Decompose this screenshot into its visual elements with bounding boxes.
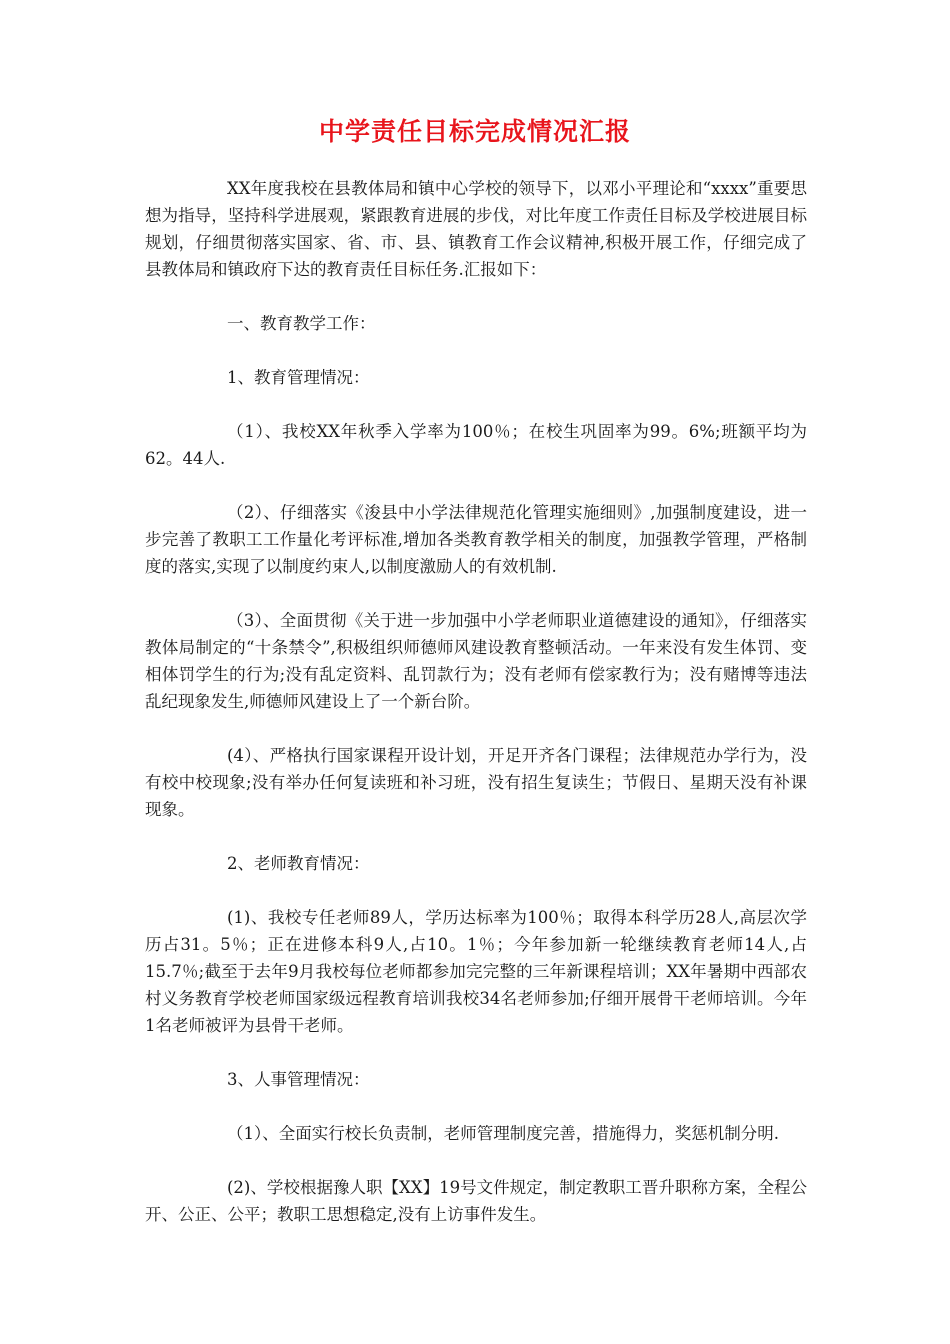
management-item-1: （1）、我校XX年秋季入学率为100％；在校生巩固率为99。6%;班额平均为62。44人.: [145, 422, 807, 468]
personnel-item-1: （1）、全面实行校长负责制，老师管理制度完善，措施得力，奖惩机制分明.: [227, 1124, 779, 1143]
document-body: [145, 175, 807, 1228]
management-item-3: （3）、全面贯彻《关于进一步加强中小学老师职业道德建设的通知》，仔细落实教体局制定的“十条禁令”,积极组织师德师风建设教育整顿活动。一年来没有发生体罚、变相体罚学生的行为;没有乱定资料、乱罚款行为；没有老师有偿家教行为；没有赌博等违法乱纪现象发生,师德师风建设上了一个新台阶。: [145, 611, 807, 711]
teachers-item-1: (1)、我校专任老师89人，学历达标率为100％；取得本科学历28人,高层次学历占31。5％；正在进修本科9人,占10。1％；今年参加新一轮继续教育老师14人,占15.7％;截至于去年9月我校每位老师都参加完完整的三年新课程培训；XX年暑期中西部农村义务教育学校老师国家级远程教育培训我校34名老师参加;仔细开展骨干老师培训。今年1名老师被评为县骨干老师。: [145, 908, 807, 1035]
management-item-2: （2）、仔细落实《浚县中小学法律规范化管理实施细则》,加强制度建设，进一步完善了教职工工作量化考评标准,增加各类教育教学相关的制度，加强教学管理，严格制度的落实,实现了以制度约束人,以制度激励人的有效机制.: [145, 503, 807, 576]
subsection-heading-teachers: 2、老师教育情况：: [227, 854, 370, 873]
subsection-heading-management: 1、教育管理情况：: [227, 368, 370, 387]
document-title: 中学责任目标完成情况汇报: [318, 117, 631, 146]
management-item-4: (4）、严格执行国家课程开设计划，开足开齐各门课程；法律规范办学行为，没有校中校现象;没有举办任何复读班和补习班，没有招生复读生；节假日、星期天没有补课现象。: [145, 746, 807, 819]
intro-paragraph: XX年度我校在县教体局和镇中心学校的领导下，以邓小平理论和“xxxx”重要思想为指导，坚持科学进展观，紧跟教育进展的步伐，对比年度工作责任目标及学校进展目标规划，仔细贯彻落实国家、省、市、县、镇教育工作会议精神,积极开展工作，仔细完成了县教体局和镇政府下达的教育责任目标任务.汇报如下：: [145, 179, 807, 279]
subsection-heading-personnel: 3、人事管理情况：: [227, 1070, 370, 1089]
personnel-item-2: (2)、学校根据豫人职【XX】19号文件规定，制定教职工晋升职称方案，全程公开、公正、公平；教职工思想稳定,没有上访事件发生。: [145, 1178, 807, 1224]
section-heading-education: 一、教育教学工作：: [227, 314, 376, 333]
